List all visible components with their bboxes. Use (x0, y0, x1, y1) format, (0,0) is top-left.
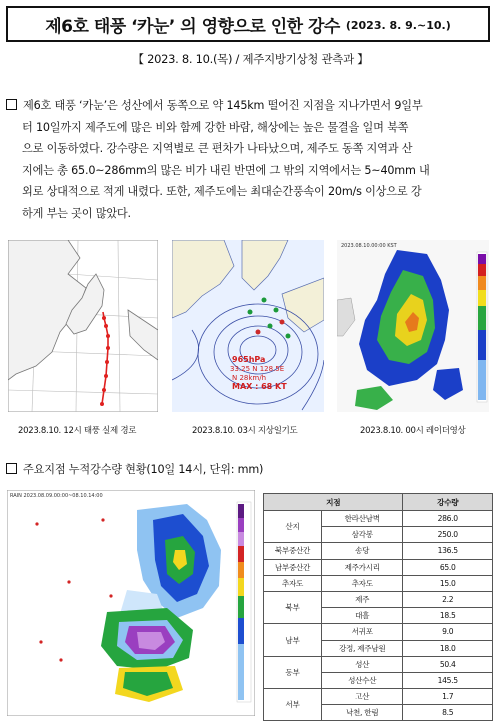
document-title-box (6, 6, 490, 42)
table-value-cell: 145.5 (403, 672, 493, 688)
rainfall-table (263, 493, 493, 721)
surface-weather-chart (172, 240, 324, 412)
summary-line: 제6호 태풍 ‘카눈’은 성산에서 동쪽으로 약 145km 떨어진 지점을 지나가면서 9일부 (6, 95, 492, 117)
table-site-cell: 성산수산 (321, 672, 402, 688)
table-site-cell: 성산 (321, 656, 402, 672)
table-site-cell: 고산 (321, 689, 402, 705)
document-title: 제6호 태풍 ‘카눈’ 의 영향으로 인한 강수 (45, 16, 340, 37)
table-row (264, 543, 493, 559)
table-value-cell: 9.0 (403, 624, 493, 640)
summary-line: 지에는 총 65.0~286mm의 많은 비가 내린 반면에 그 밖의 지역에서는 5~40mm 내 (22, 163, 430, 177)
table-region-cell: 북부 (264, 591, 322, 623)
table-row (264, 624, 493, 640)
summary-line: 터 10일까지 제주도에 많은 비와 함께 강한 바람, 해상에는 높은 물결을 일며 북쪽 (22, 120, 409, 134)
table-value-cell: 50.4 (403, 656, 493, 672)
table-row (264, 559, 493, 575)
table-header-site: 지점 (264, 494, 403, 511)
typhoon-track-map (8, 240, 158, 412)
table-region-cell: 산지 (264, 511, 322, 543)
table-region-cell: 북부중산간 (264, 543, 322, 559)
table-header-row (264, 494, 493, 511)
table-value-cell: 18.0 (403, 640, 493, 656)
table-site-cell: 제주 (321, 591, 402, 607)
summary-line: 외로 상대적으로 적게 내렸다. 또한, 제주도에는 최대순간풍속이 20m/s 이상으로 강 (22, 185, 422, 198)
figure-caption-surface-chart: 2023.8.10. 03시 지상일기도 (192, 426, 298, 436)
table-header-rainfall: 강수량 (403, 494, 493, 511)
chart-center-position: 33.25 N 128.5E (230, 365, 285, 373)
table-value-cell: 250.0 (403, 527, 493, 543)
table-value-cell: 18.5 (403, 608, 493, 624)
table-region-cell: 동부 (264, 656, 322, 688)
square-bullet-icon (6, 463, 17, 474)
table-value-cell: 136.5 (403, 543, 493, 559)
table-value-cell: 1.7 (403, 689, 493, 705)
table-row (264, 689, 493, 705)
rainfall-accumulation-map (7, 490, 255, 716)
table-site-cell: 제주가시리 (321, 559, 402, 575)
section2-heading: 주요지점 누적강수량 현황(10일 14시, 단위: mm) (6, 461, 263, 477)
table-site-cell: 서귀포 (321, 624, 402, 640)
table-site-cell: 삼각봉 (321, 527, 402, 543)
summary-line: 하게 부는 곳이 많았다. (22, 206, 131, 220)
table-value-cell: 286.0 (403, 511, 493, 527)
table-site-cell: 대흘 (321, 608, 402, 624)
table-site-cell: 낙천, 한림 (321, 705, 402, 721)
table-region-cell: 추자도 (264, 575, 322, 591)
table-value-cell: 15.0 (403, 575, 493, 591)
chart-center-max-wind: MAX : 68 KT (232, 382, 287, 391)
document-subtitle: 【 2023. 8. 10.(목) / 제주지방기상청 관측과 】 (132, 52, 369, 66)
table-site-cell: 한라산남벽 (321, 511, 402, 527)
table-region-cell: 남부 (264, 624, 322, 656)
table-row (264, 591, 493, 607)
square-bullet-icon (6, 99, 17, 110)
table-site-cell: 추자도 (321, 575, 402, 591)
table-row (264, 575, 493, 591)
table-row (264, 511, 493, 527)
table-site-cell: 강정, 제주남원 (321, 640, 402, 656)
summary-line: 으로 이동하였다. 강수량은 지역별로 큰 편차가 나타났으며, 제주도 동쪽 지역과 산 (22, 142, 413, 155)
table-region-cell: 남부중산간 (264, 559, 322, 575)
document-date-range: (2023. 8. 9.~10.) (345, 19, 451, 32)
table-value-cell: 65.0 (403, 559, 493, 575)
table-value-cell: 8.5 (403, 705, 493, 721)
figure-caption-track: 2023.8.10. 12시 태풍 실제 경로 (18, 426, 137, 436)
figure-caption-radar: 2023.8.10. 00시 레이더영상 (360, 426, 466, 436)
rain-map-period: RAIN 2023.08.09.00:00~08.10.14:00 (10, 493, 103, 499)
table-region-cell: 서부 (264, 689, 322, 721)
chart-center-movement: N 28km/h (232, 374, 267, 382)
radar-image (337, 240, 489, 412)
radar-timestamp: 2023.08.10.00:00 KST (341, 243, 397, 249)
table-value-cell: 2.2 (403, 591, 493, 607)
table-site-cell: 송당 (321, 543, 402, 559)
summary-paragraph (6, 95, 492, 224)
chart-center-pressure: 965hPa (232, 355, 266, 364)
table-row (264, 656, 493, 672)
